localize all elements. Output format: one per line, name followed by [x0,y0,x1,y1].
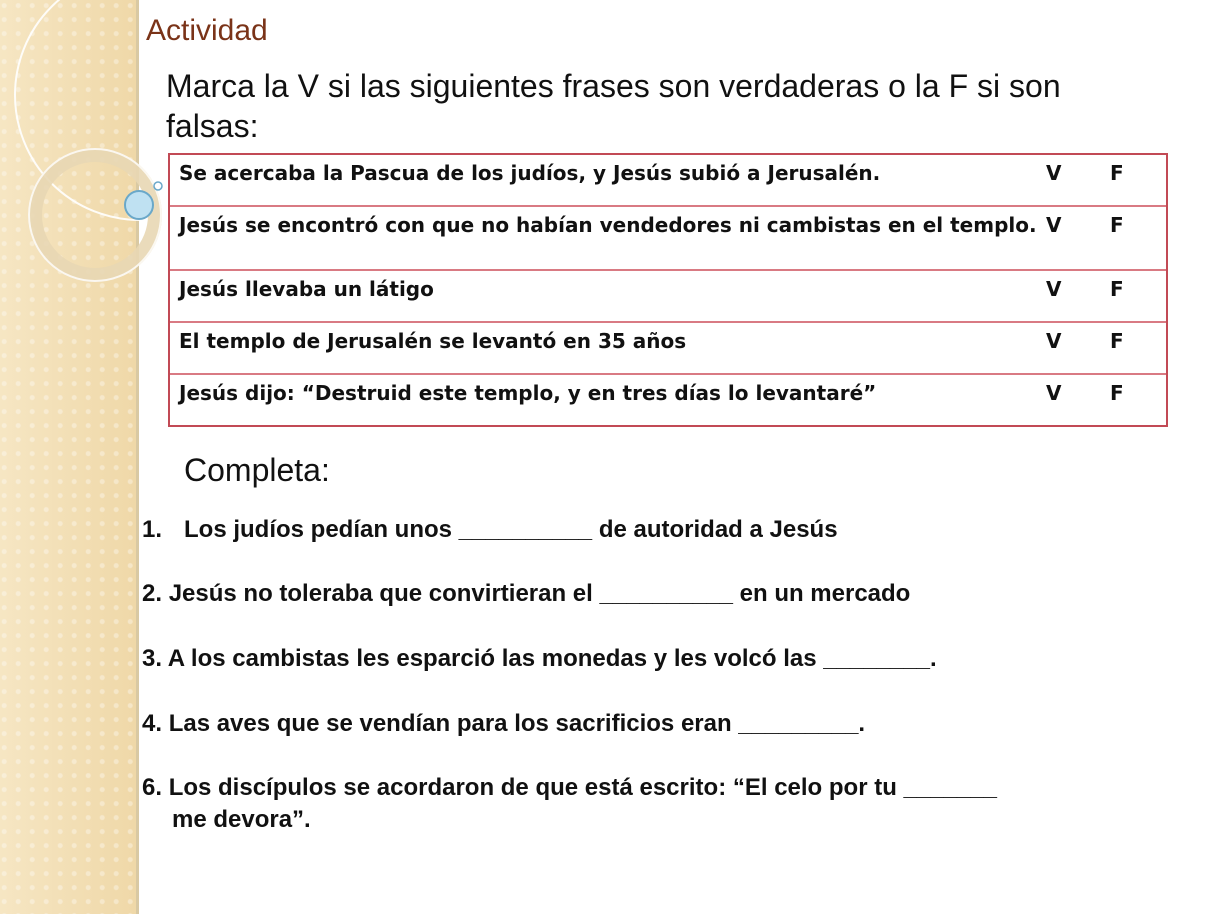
table-row [170,207,1166,271]
list-item [142,578,910,610]
statement-text: El templo de Jerusalén se levantó en 35 años [179,329,687,353]
item-text: Jesús no toleraba que convirtieran el __________ en un mercado [168,580,911,607]
true-option[interactable]: V [1046,329,1062,353]
instruction-text: Marca la V si las siguientes frases son verdaderas o la F si son falsas: [166,68,1061,144]
item-text: A los cambistas les esparció las monedas y les volcó las ________. [167,645,937,672]
true-option[interactable]: V [1046,277,1062,301]
complete-heading: Completa: [184,452,330,488]
statement-text: Jesús dijo: “Destruid este templo, y en tres días lo levantaré” [179,381,877,405]
item-number: 1. [142,516,163,543]
table-row [170,375,1166,425]
table-row [170,323,1166,375]
item-text: Los discípulos se acordaron de que está escrito: “El celo por tu _______ [168,774,997,801]
list-item [142,708,865,740]
slide-title: Actividad [146,14,268,47]
statement-text: Se acercaba la Pascua de los judíos, y Jesús subió a Jerusalén. [179,161,881,185]
item-text: Las aves que se vendían para los sacrificios eran _________. [168,710,866,737]
false-option[interactable]: F [1110,381,1124,405]
false-option[interactable]: F [1110,213,1124,237]
item-text-continuation: me devora”. [172,806,311,833]
table-row [170,271,1166,323]
list-item [142,643,937,675]
item-text: Los judíos pedían unos __________ de autoridad a Jesús [184,516,838,543]
item-number: 6. [142,774,163,801]
item-number: 4. [142,710,163,737]
item-number: 3. [142,645,163,672]
false-option[interactable]: F [1110,277,1124,301]
true-option[interactable]: V [1046,161,1062,185]
false-option[interactable]: F [1110,161,1124,185]
true-option[interactable]: V [1046,213,1062,237]
list-item [142,514,838,546]
false-option[interactable]: F [1110,329,1124,353]
item-number: 2. [142,580,163,607]
statement-text: Jesús se encontró con que no habían vendedores ni cambistas en el templo. [179,213,1037,237]
true-false-table [168,153,1168,427]
list-item [142,772,997,836]
table-row [170,155,1166,207]
statement-text: Jesús llevaba un látigo [179,277,434,301]
true-option[interactable]: V [1046,381,1062,405]
